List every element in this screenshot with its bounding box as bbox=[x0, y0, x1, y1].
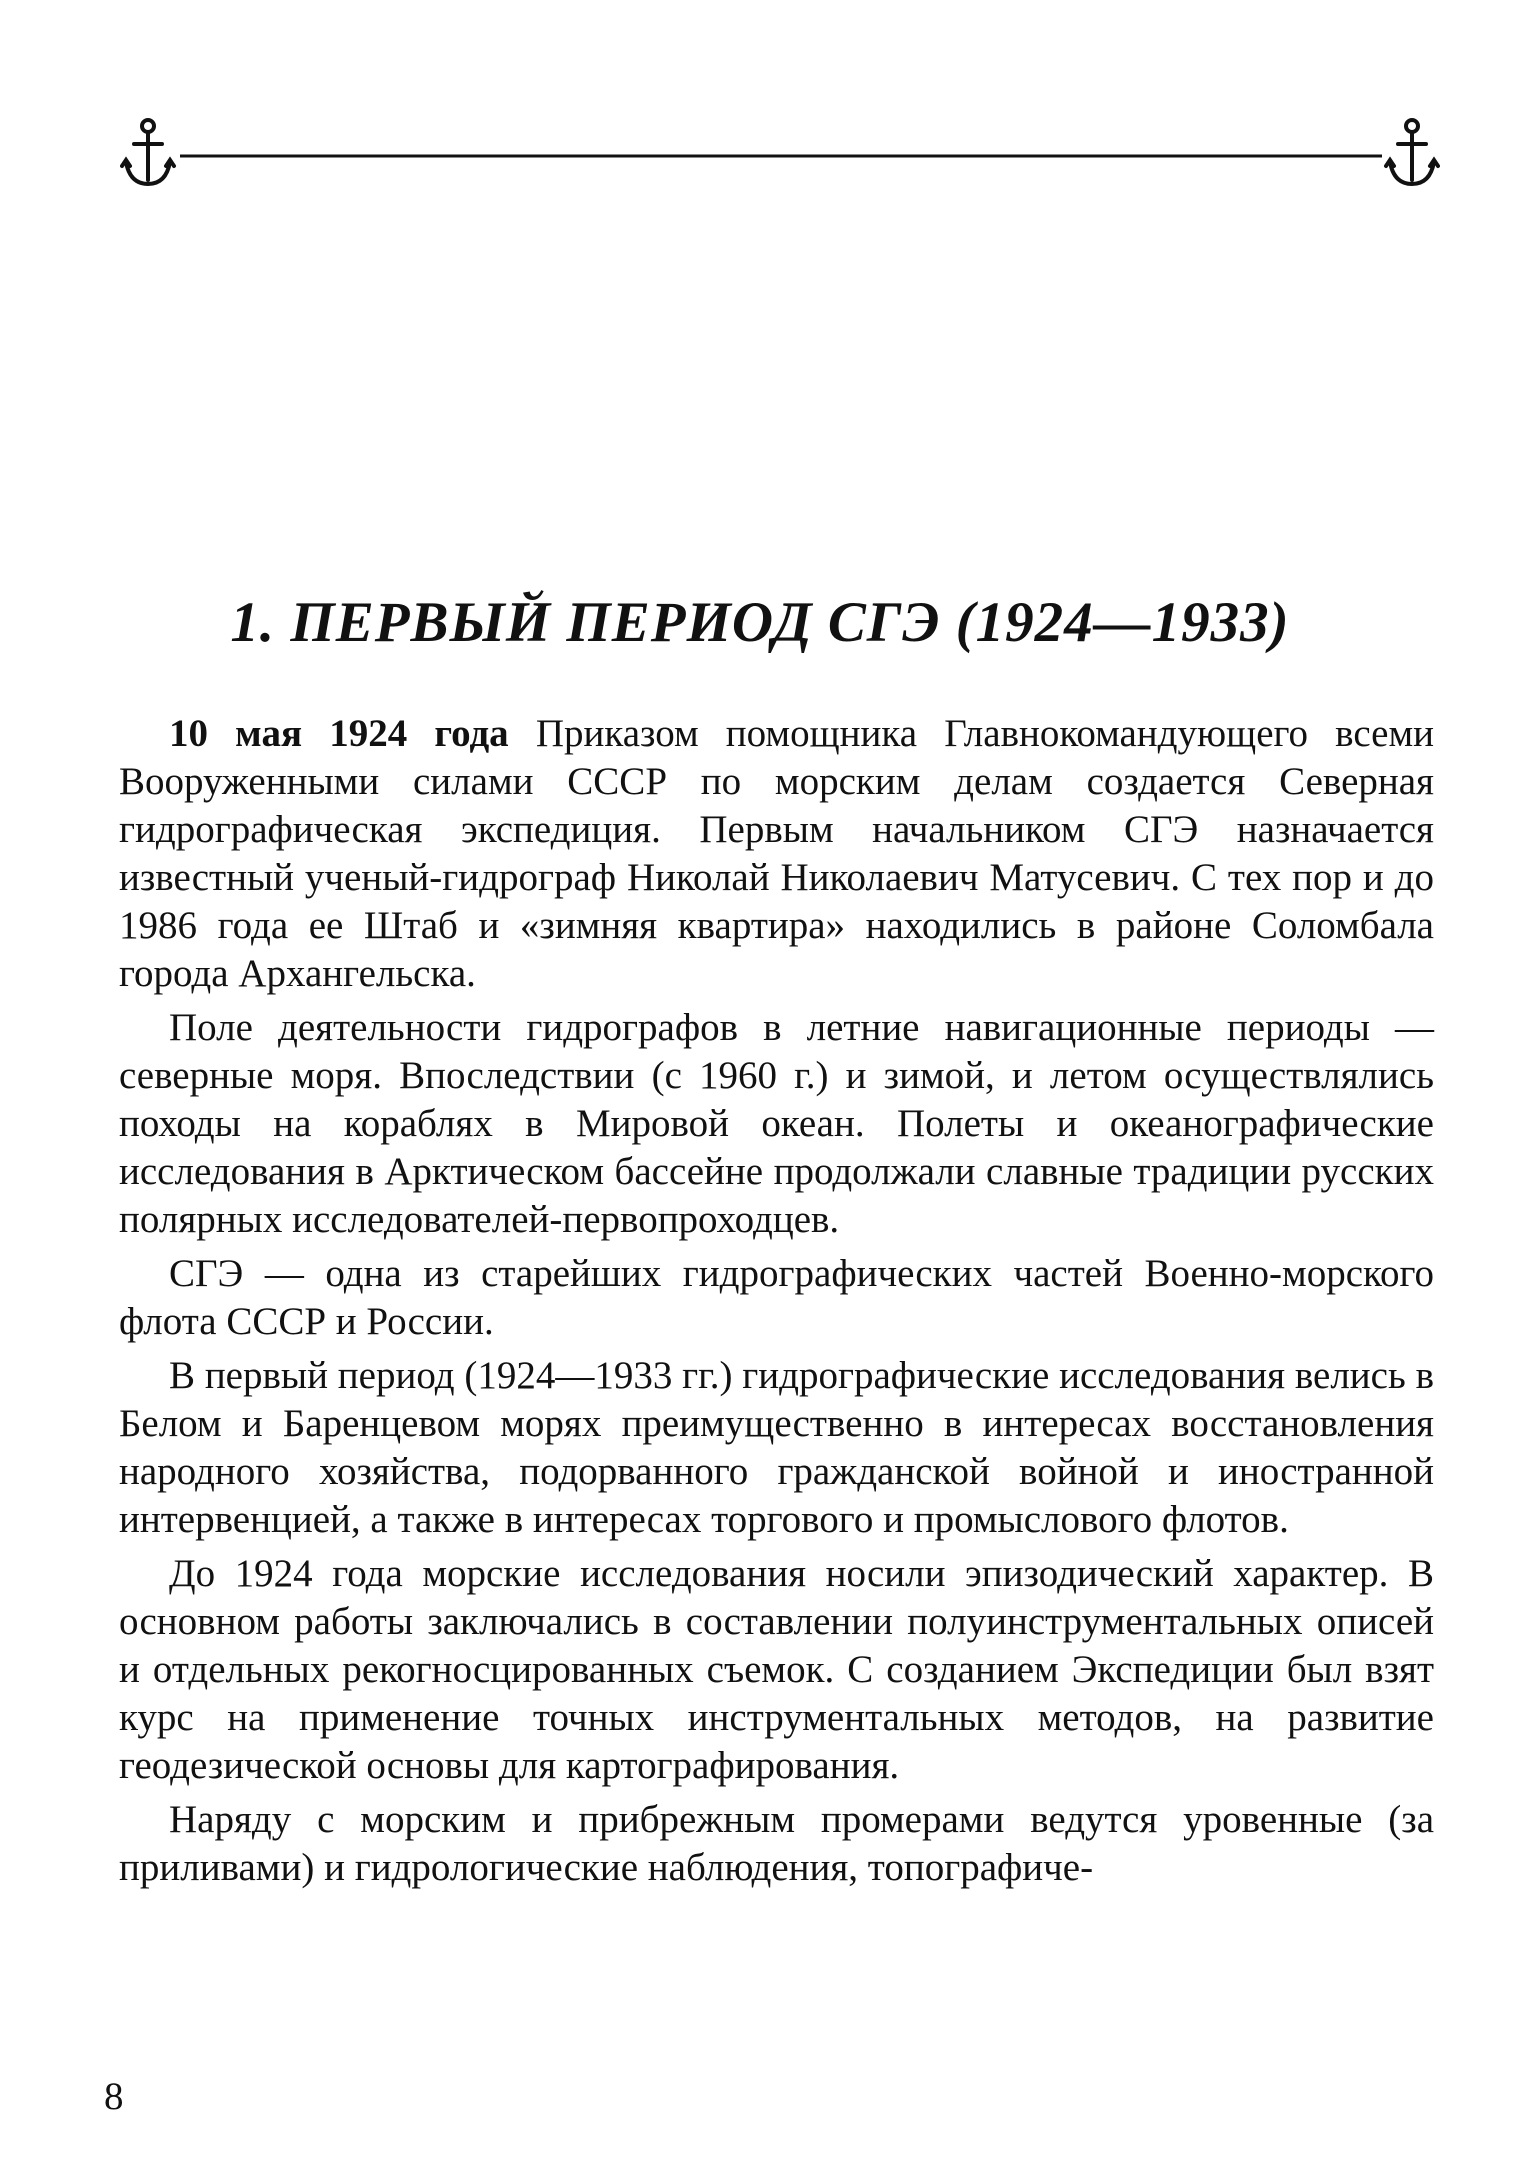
paragraph: В первый период (1924—1933 гг.) гидрографические исследования велись в Белом и Баренцевом морях преимущественно в интересах восстановления народного хозяйства, подорванного гражданской войной и иностранной интервенцией, а также в интересах торгового и промыслового флотов. bbox=[119, 1354, 1434, 1541]
header-rule bbox=[120, 118, 1440, 202]
paragraph: СГЭ — одна из старейших гидрографических частей Военно-морского флота СССР и России. bbox=[119, 1252, 1434, 1343]
paragraph: Поле деятельности гидрографов в летние навигационные периоды — северные моря. Впоследствии (с 1960 г.) и зимой, и летом осуществлялись походы на кораблях в Мировой океан. Полеты и океанографические исследования в Арктическом бассейне продолжали славные традиции русских полярных исследователей-первопроходцев. bbox=[119, 1006, 1434, 1241]
paragraph-text: Приказом помощника Главнокомандующего всеми Вооруженными силами СССР по морским делам создается Северная гидрографическая экспедиция. Первым начальником СГЭ назначается известный ученый-гидрограф Николай Николаевич Матусевич. С тех пор и до 1986 года ее Штаб и «зимняя квартира» находились в районе Соломбала города Архангельска. bbox=[119, 712, 1435, 995]
paragraph: Наряду с морским и прибрежным промерами ведутся уровенные (за приливами) и гидрологические наблюдения, топографиче- bbox=[119, 1798, 1434, 1889]
anchor-icon bbox=[122, 120, 174, 184]
paragraph: До 1924 года морские исследования носили эпизодический характер. В основном работы заключались в составлении полуинструментальных описей и отдельных рекогносцированных съемок. С созданием Экспедиции был взят курс на применение точных инструментальных методов, на развитие геодезической основы для картографирования. bbox=[119, 1552, 1434, 1787]
date-lead: 10 мая 1924 года bbox=[169, 712, 509, 755]
anchor-icon bbox=[1386, 120, 1438, 184]
page-number: 8 bbox=[104, 2075, 124, 2118]
chapter-title: 1. ПЕРВЫЙ ПЕРИОД СГЭ (1924—1933) bbox=[230, 591, 1290, 654]
paragraph bbox=[119, 710, 1434, 998]
body-text bbox=[119, 710, 1434, 1898]
